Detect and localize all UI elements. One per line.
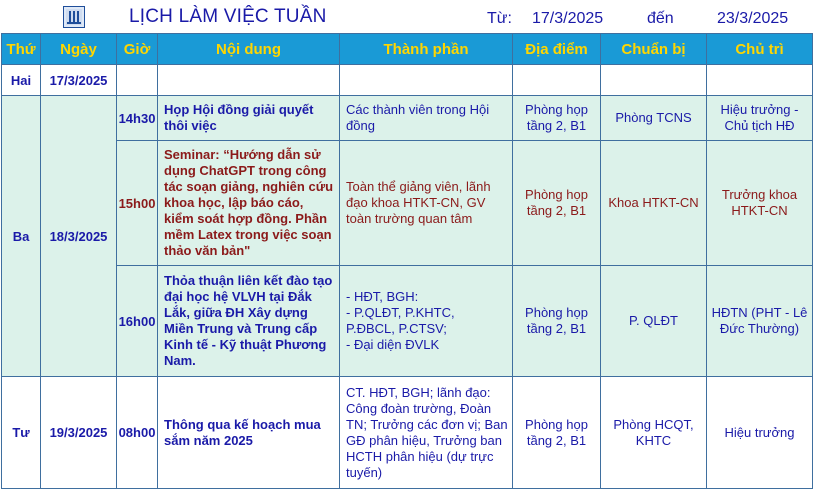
university-logo (63, 6, 85, 28)
time-cell: 15h00 (117, 141, 158, 266)
host-cell: Hiệu trưởng (707, 377, 813, 489)
prepare-cell (601, 65, 707, 96)
time-cell: 14h30 (117, 96, 158, 141)
participant-line: - Đại diện ĐVLK (346, 337, 440, 352)
time-cell: 16h00 (117, 266, 158, 377)
day-cell: Tư (2, 377, 41, 489)
col-header-prepare: Chuẩn bị (601, 34, 707, 65)
content-cell: Họp Hội đồng giải quyết thôi việc (158, 96, 340, 141)
table-row (2, 266, 813, 377)
header-row (2, 34, 813, 65)
content-cell: Seminar: “Hướng dẫn sử dụng ChatGPT trong công tác soạn giảng, nghiên cứu khoa học, lập báo cáo, kiểm soát hợp đồng. Phần mềm Latex trong việc soạn thảo văn bản" (158, 141, 340, 266)
participants-cell: CT. HĐT, BGH; lãnh đạo: Công đoàn trường, Đoàn TN; Trưởng các đơn vị; Ban GĐ phân hiệu, Trưởng ban HCTH phân hiệu (dự trực tuyến) (340, 377, 513, 489)
location-cell (513, 65, 601, 96)
col-header-day: Thứ (2, 34, 41, 65)
content-cell: Thỏa thuận liên kết đào tạo đại học hệ VLVH tại Đắk Lắk, giữa ĐH Xây dựng Miền Trung và Trung cấp Kinh tế - Kỹ thuật Phương Nam. (158, 266, 340, 377)
content-cell: Thông qua kế hoạch mua sắm năm 2025 (158, 377, 340, 489)
col-header-participants: Thành phần (340, 34, 513, 65)
date-cell: 19/3/2025 (41, 377, 117, 489)
table-row (2, 377, 813, 489)
participants-cell: Toàn thể giảng viên, lãnh đạo khoa HTKT-CN, GV toàn trường quan tâm (340, 141, 513, 266)
date-cell: 18/3/2025 (41, 96, 117, 377)
location-cell: Phòng họp tầng 2, B1 (513, 96, 601, 141)
day-cell: Hai (2, 65, 41, 96)
col-header-location: Địa điểm (513, 34, 601, 65)
prepare-cell: P. QLĐT (601, 266, 707, 377)
participants-cell (340, 266, 513, 377)
participants-cell (340, 65, 513, 96)
participants-cell: Các thành viên trong Hội đồng (340, 96, 513, 141)
participant-line: P.ĐBCL, P.CTSV; (346, 321, 447, 336)
to-date: 23/3/2025 (717, 10, 789, 27)
location-cell: Phòng họp tầng 2, B1 (513, 266, 601, 377)
host-cell: Hiệu trưởng - Chủ tịch HĐ (707, 96, 813, 141)
col-header-date: Ngày (41, 34, 117, 65)
table-row (2, 96, 813, 141)
time-cell: 08h00 (117, 377, 158, 489)
prepare-cell: Khoa HTKT-CN (601, 141, 707, 266)
col-header-content: Nội dung (158, 34, 340, 65)
content-cell (158, 65, 340, 96)
from-date: 17/3/2025 (532, 10, 604, 27)
prepare-cell: Phòng HCQT, KHTC (601, 377, 707, 489)
participant-line: - HĐT, BGH: (346, 289, 419, 304)
location-cell: Phòng họp tầng 2, B1 (513, 377, 601, 489)
to-label: đến (647, 10, 674, 27)
prepare-cell: Phòng TCNS (601, 96, 707, 141)
schedule-table (1, 33, 813, 489)
page-title: LỊCH LÀM VIỆC TUẦN (129, 6, 327, 27)
day-cell: Ba (2, 96, 41, 377)
participant-line: - P.QLĐT, P.KHTC, (346, 305, 455, 320)
host-cell (707, 65, 813, 96)
host-cell: HĐTN (PHT - Lê Đức Thường) (707, 266, 813, 377)
time-cell (117, 65, 158, 96)
col-header-time: Giờ (117, 34, 158, 65)
table-row (2, 65, 813, 96)
date-cell: 17/3/2025 (41, 65, 117, 96)
from-label: Từ: (487, 10, 512, 27)
table-row (2, 141, 813, 266)
host-cell: Trưởng khoa HTKT-CN (707, 141, 813, 266)
col-header-host: Chủ trì (707, 34, 813, 65)
title-bar (0, 0, 815, 34)
location-cell: Phòng họp tầng 2, B1 (513, 141, 601, 266)
